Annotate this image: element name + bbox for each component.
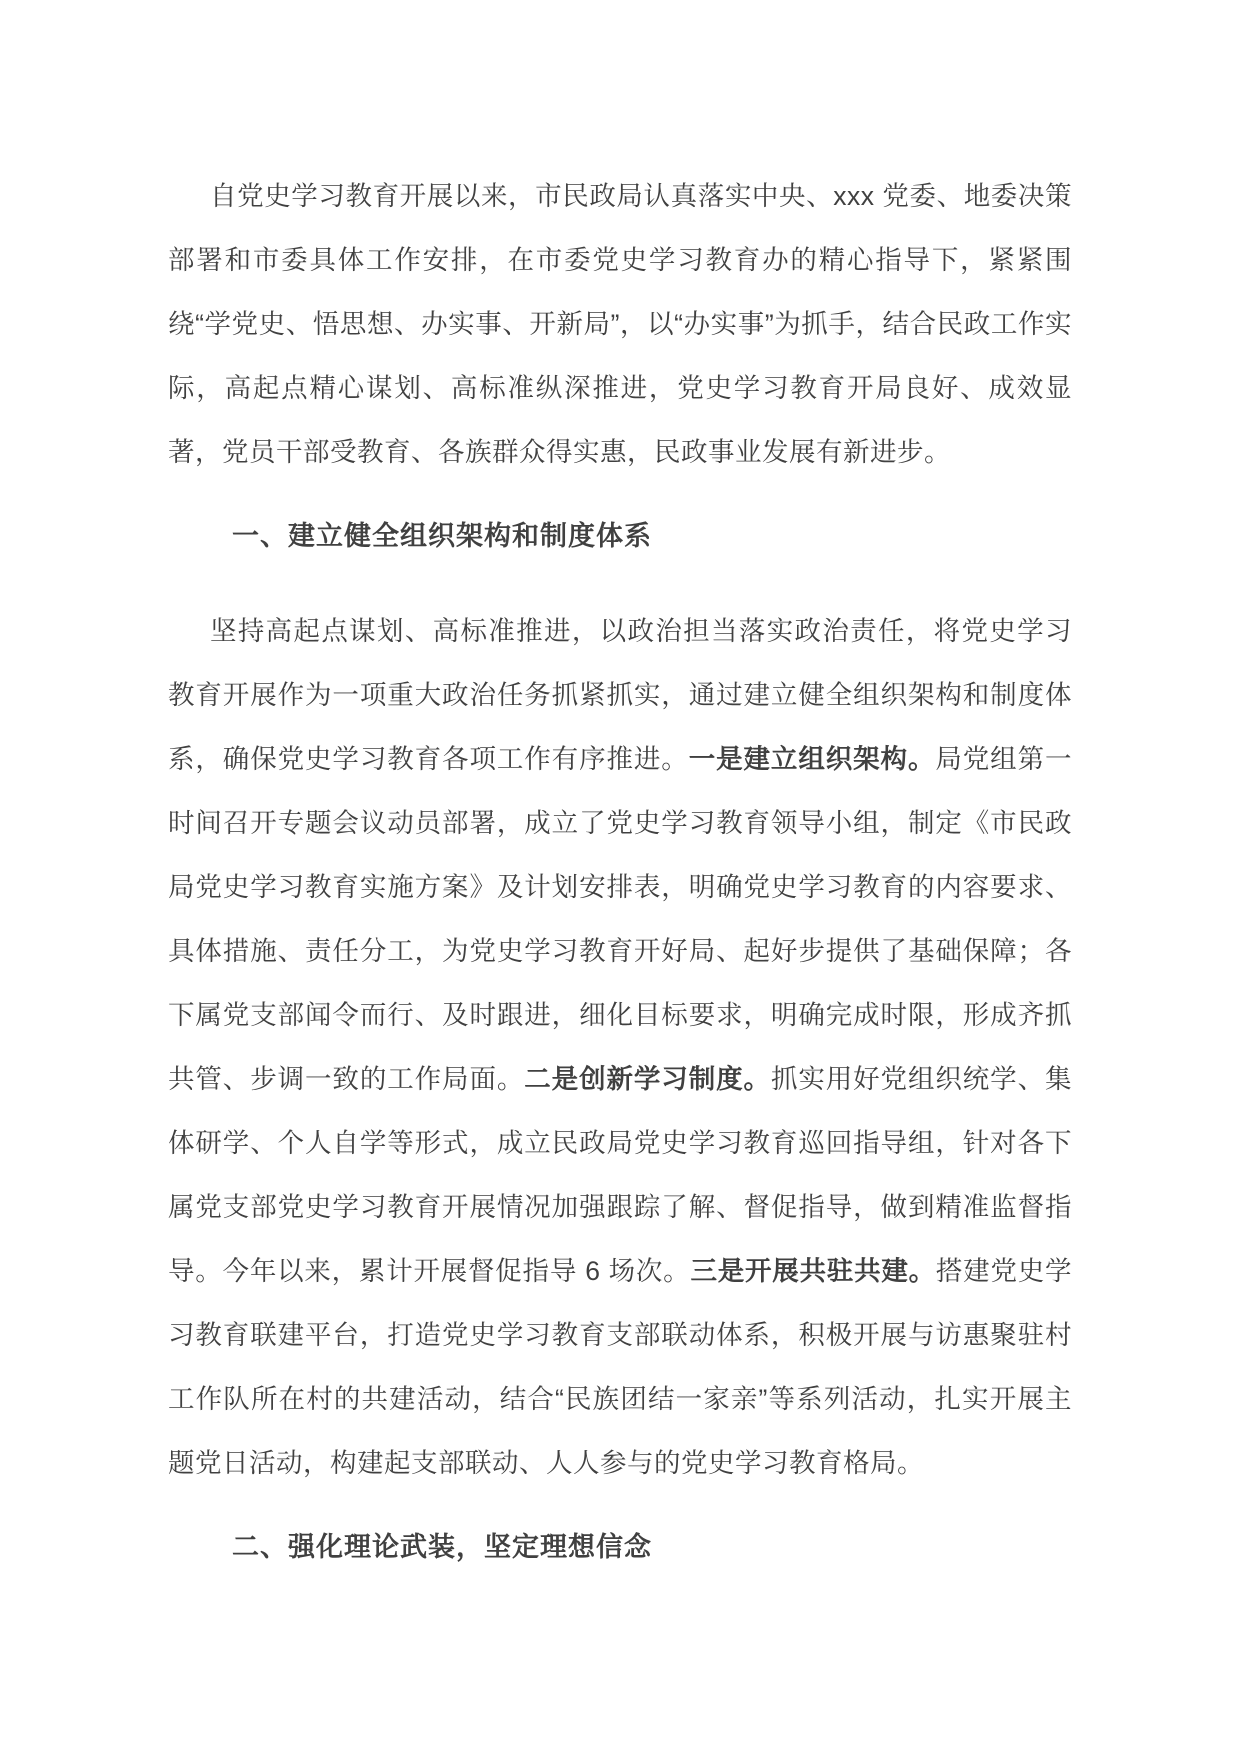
section-1-heading: 一、建立健全组织架构和制度体系 <box>232 521 652 551</box>
section-1-run-2-bold: 一是建立组织架构。 <box>688 744 936 774</box>
section-2-heading: 二、强化理论武装，坚定理想信念 <box>232 1532 652 1562</box>
section-1-paragraph <box>168 599 1072 1495</box>
section-1-run-6-bold: 三是开展共驻共建。 <box>690 1256 936 1286</box>
section-1-run-3: 局党组第一时间召开专题会议动员部署，成立了党史学习教育领导小组，制定《市民政局党史学习教育实施方案》及计划安排表，明确党史学习教育的内容要求、具体措施、责任分工，为党史学习教育开好局、起好步提供了基础保障；各下属党支部闻令而行、及时跟进，细化目标要求，明确完成时限，形成齐抓共管、步调一致的工作局面。 <box>168 744 1072 1094</box>
intro-paragraph: 自党史学习教育开展以来，市民政局认真落实中央、xxx 党委、地委决策部署和市委具体工作安排，在市委党史学习教育办的精心指导下，紧紧围绕“学党史、悟思想、办实事、开新局”，以“办实事”为抓手，结合民政工作实际，高起点精心谋划、高标准纵深推进，党史学习教育开局良好、成效显著，党员干部受教育、各族群众得实惠，民政事业发展有新进步。 <box>168 181 1072 467</box>
section-1-run-5: 抓实用好党组织统学、集体研学、个人自学等形式，成立民政局党史学习教育巡回指导组，针对各下属党支部党史学习教育开展情况加强跟踪了解、督促指导，做到精准监督指导。今年以来，累计开展督促指导 6 场次。 <box>168 1064 1072 1286</box>
section-1-run-1: 坚持高起点谋划、高标准推进，以政治担当落实政治责任，将党史学习教育开展作为一项重大政治任务抓紧抓实，通过建立健全组织架构和制度体系，确保党史学习教育各项工作有序推进。 <box>168 616 1072 774</box>
section-1-run-4-bold: 二是创新学习制度。 <box>524 1064 771 1094</box>
section-1-run-7: 搭建党史学习教育联建平台，打造党史学习教育支部联动体系，积极开展与访惠聚驻村工作队所在村的共建活动，结合“民族团结一家亲”等系列活动，扎实开展主题党日活动，构建起支部联动、人人参与的党史学习教育格局。 <box>168 1256 1073 1478</box>
